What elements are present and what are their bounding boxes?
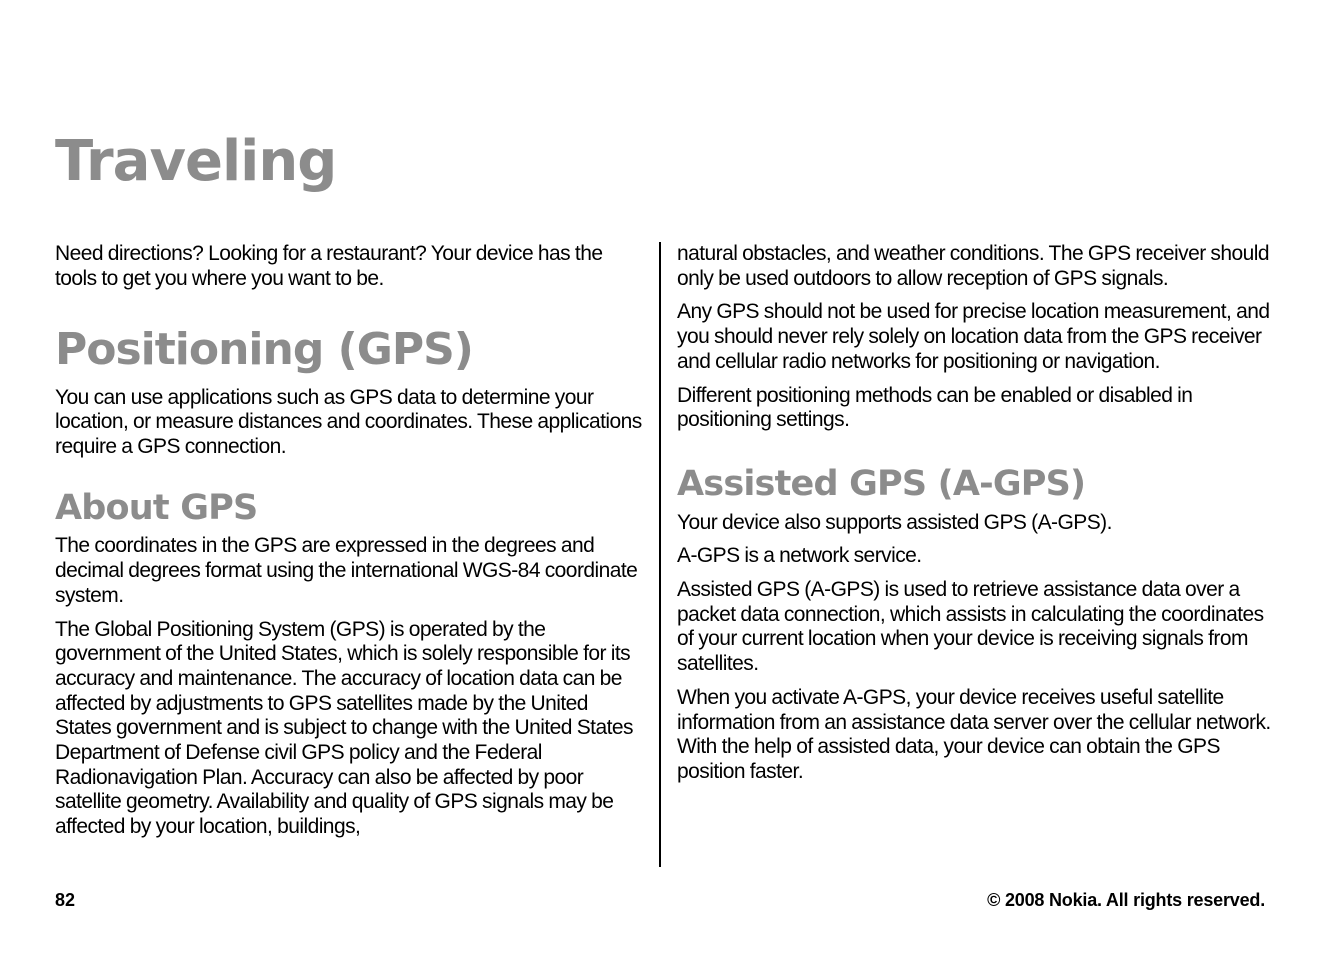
page-number: 82 [55, 890, 76, 910]
intro-paragraph: Need directions? Looking for a restaurant? Your device has the tools to get you where you want to be. [55, 242, 603, 290]
assisted-gps-heading: Assisted GPS (A-GPS) [677, 463, 1086, 504]
about-gps-heading: About GPS [55, 487, 258, 528]
body-paragraph: When you activate A-GPS, your device receives useful satellite information from an assistance data server over the cellular network. With the help of assisted data, your device can obtain the GPS position faster. [677, 685, 1271, 783]
left-column [55, 242, 647, 849]
section-heading: Positioning (GPS) [55, 324, 473, 376]
body-paragraph: Assisted GPS (A-GPS) is used to retrieve assistance data over a packet data connection, which assists in calculating the coordinates of your current location when your device is receiving signals from satellites. [677, 578, 1264, 676]
right-column [677, 242, 1272, 794]
column-divider [659, 242, 661, 867]
body-paragraph: The Global Positioning System (GPS) is operated by the government of the United States, which is solely responsible for its accuracy and maintenance. The accuracy of location data can be affected by adjustments to GPS satellites made by the United States government and is subject to change with the United States Department of Defense civil GPS policy and the Federal Radionavigation Plan. Accuracy can also be affected by poor satellite geometry. Availability and quality of GPS signals may be affected by your location, buildings, [55, 617, 633, 839]
copyright-notice: © 2008 Nokia. All rights reserved. [987, 890, 1265, 910]
body-paragraph: Any GPS should not be used for precise location measurement, and you should never rely solely on location data from the GPS receiver and cellular radio networks for positioning or navigation. [677, 300, 1270, 373]
body-paragraph: The coordinates in the GPS are expressed in the degrees and decimal degrees format using the international WGS-84 coordinate system. [55, 534, 638, 607]
body-paragraph: A-GPS is a network service. [677, 544, 922, 568]
body-paragraph: natural obstacles, and weather conditions. The GPS receiver should only be used outdoors to allow reception of GPS signals. [677, 242, 1270, 290]
section-intro-paragraph: You can use applications such as GPS data to determine your location, or measure distances and coordinates. These applications require a GPS connection. [55, 385, 642, 458]
body-paragraph: Your device also supports assisted GPS (A-GPS). [677, 510, 1112, 534]
page-title: Traveling [55, 129, 337, 194]
body-paragraph: Different positioning methods can be enabled or disabled in positioning settings. [677, 383, 1193, 432]
